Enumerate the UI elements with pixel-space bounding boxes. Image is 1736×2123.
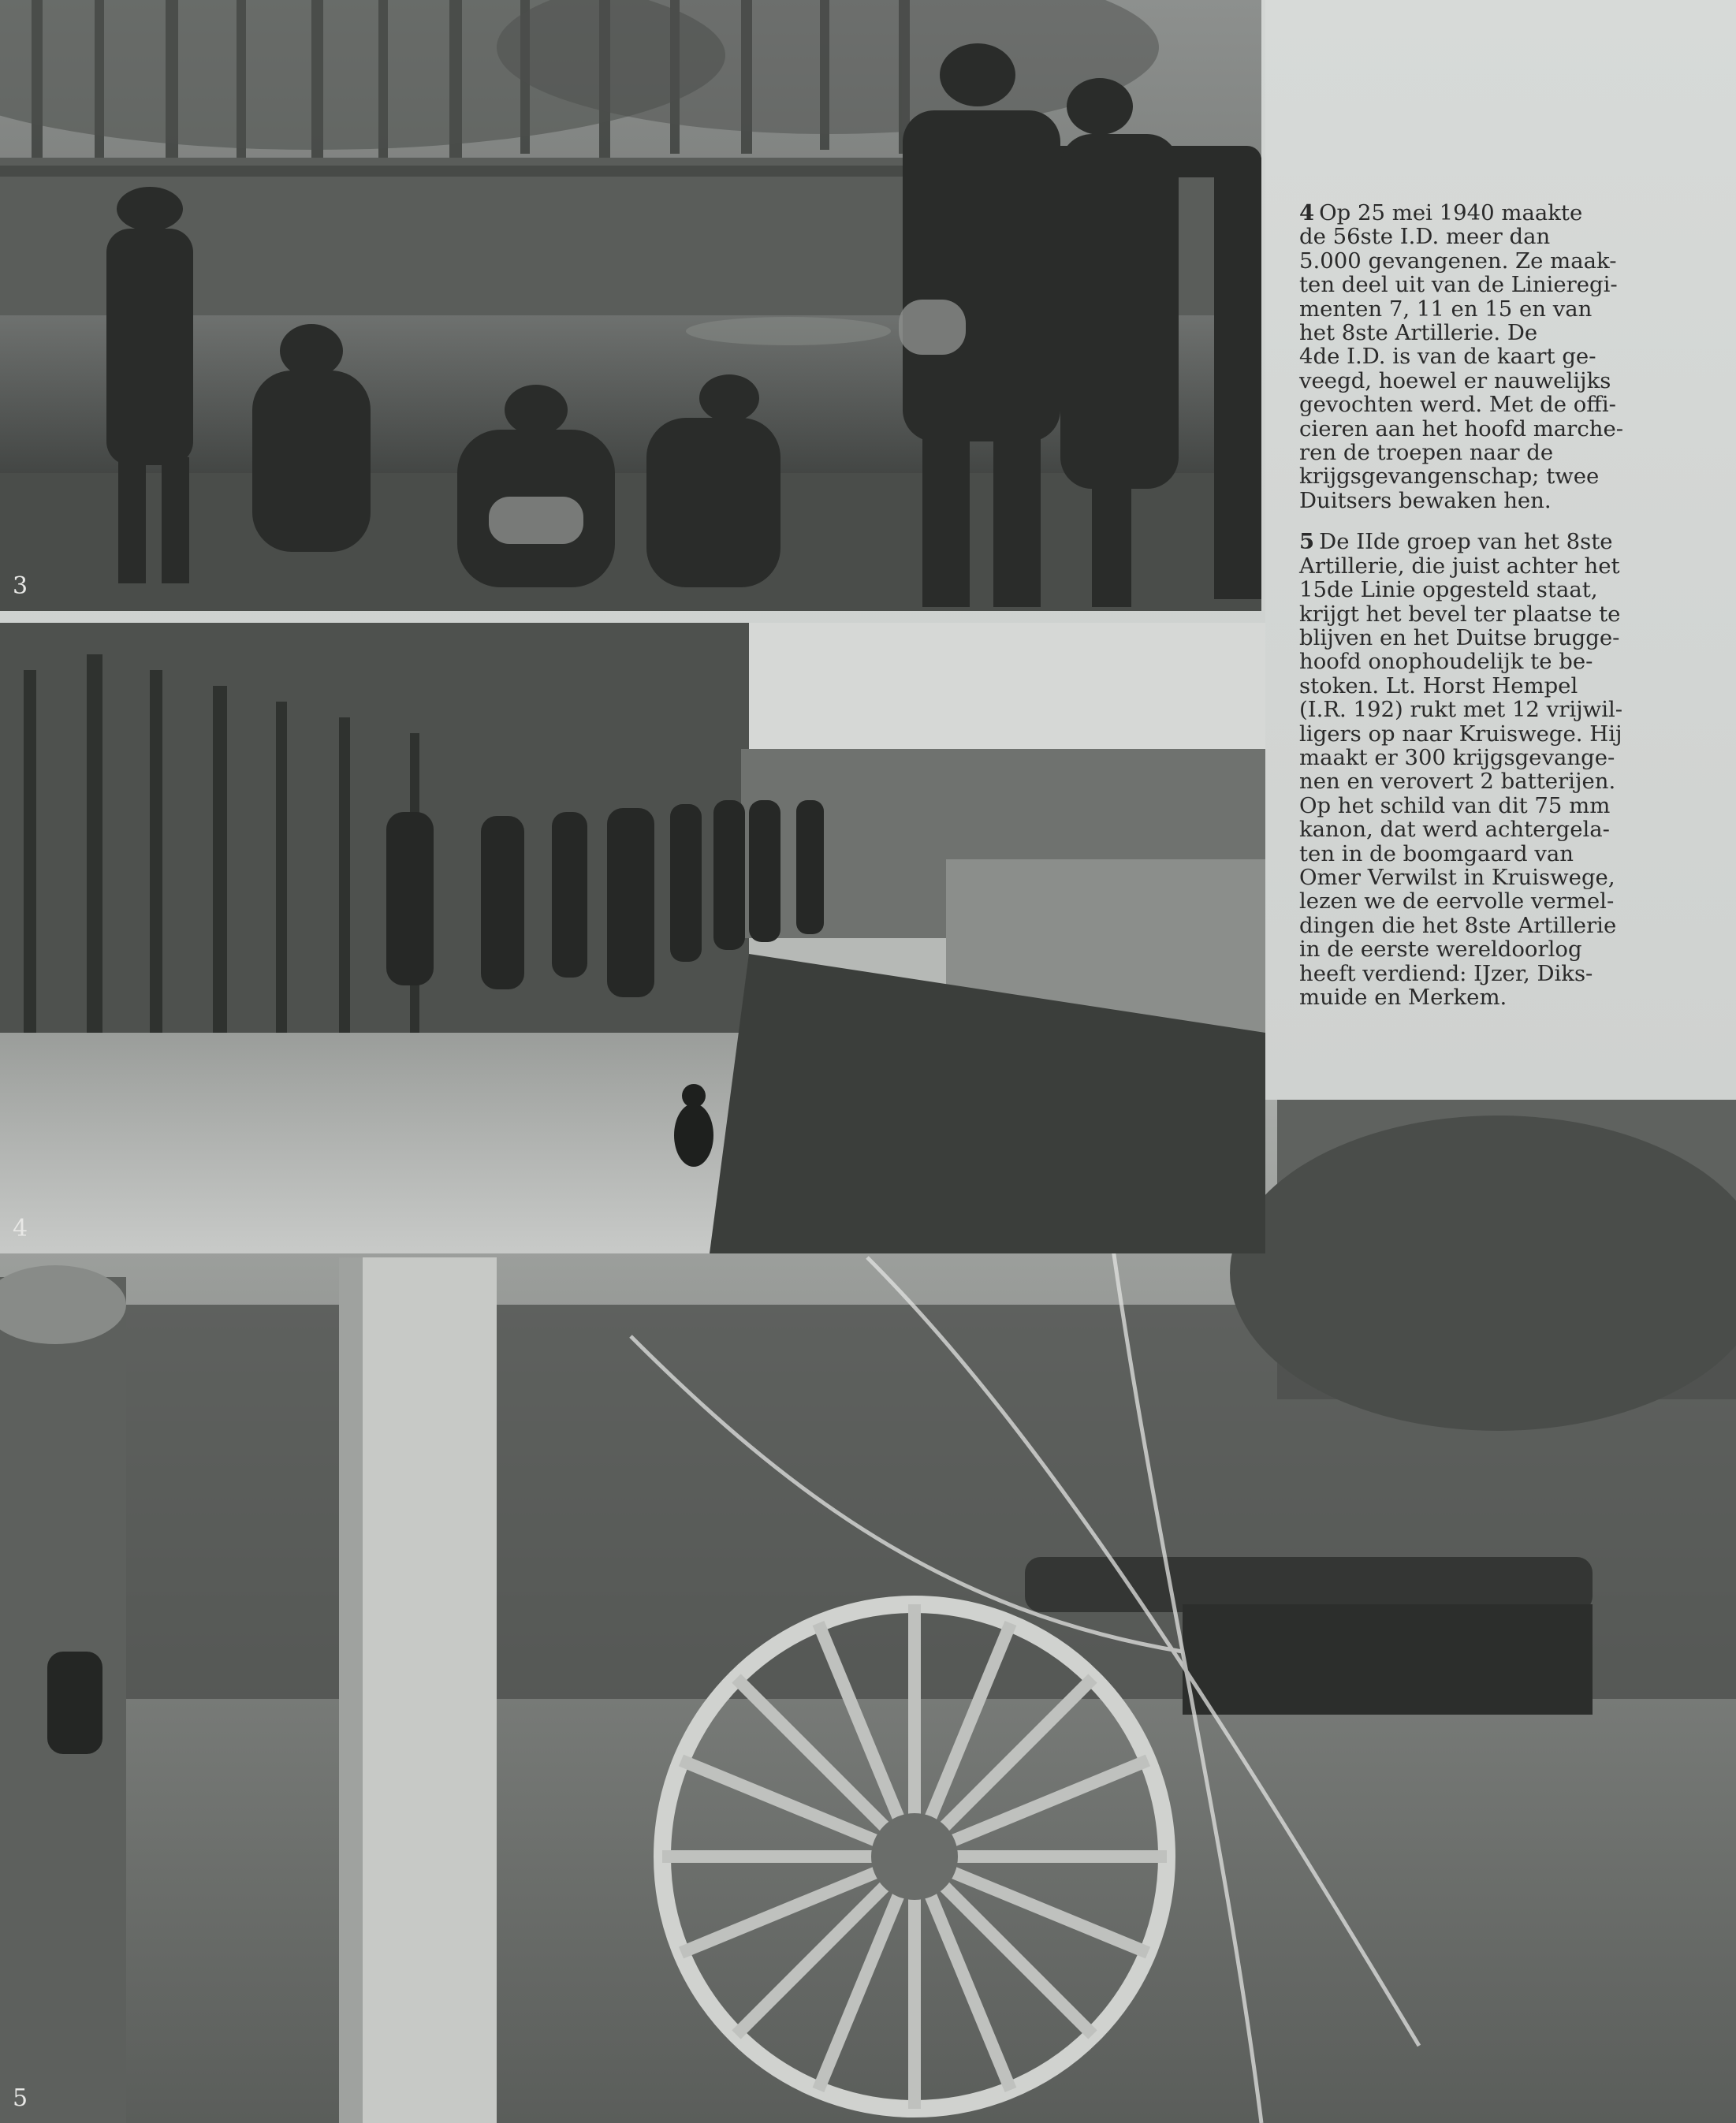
caption-4-line: ren de troepen naar de bbox=[1299, 440, 1554, 466]
caption-4-line: menten 7, 11 en 15 en van bbox=[1299, 296, 1593, 322]
caption-5-line: heeft verdiend: IJzer, Diks- bbox=[1299, 960, 1593, 986]
caption-4-line: gevochten werd. Met de offi- bbox=[1299, 392, 1616, 418]
caption-4-line: krijgsgevangenschap; twee bbox=[1299, 464, 1600, 490]
caption-column bbox=[1299, 201, 1697, 1026]
photo-number-4: 4 bbox=[13, 1215, 28, 1242]
caption-4-line: cieren aan het hoofd marche- bbox=[1299, 415, 1624, 441]
caption-5-line: kanon, dat werd achtergela- bbox=[1299, 817, 1610, 843]
caption-5-line: ten in de boomgaard van bbox=[1299, 840, 1574, 866]
caption-5-line: maakt er 300 krijgsgevange- bbox=[1299, 744, 1615, 770]
caption-5-line: (I.R. 192) rukt met 12 vrijwil- bbox=[1299, 697, 1623, 723]
caption-5-line: hoofd onophoudelijk te be- bbox=[1299, 649, 1593, 675]
caption-5-line: 15de Linie opgesteld staat, bbox=[1299, 577, 1598, 603]
caption-4-line: 4de I.D. is van de kaart ge- bbox=[1299, 344, 1596, 370]
caption-5-line: krijgt het bevel ter plaatse te bbox=[1299, 601, 1621, 627]
photo-number-3: 3 bbox=[13, 572, 28, 600]
caption-4-line: veegd, hoewel er nauwelijks bbox=[1299, 367, 1611, 393]
caption-5 bbox=[1299, 530, 1697, 1009]
photo-soldiers-by-canal-image bbox=[0, 0, 1261, 611]
caption-5-line: Artillerie, die juist achter het bbox=[1299, 553, 1620, 579]
caption-5-line: ligers op naar Kruiswege. Hij bbox=[1299, 721, 1622, 747]
caption-5-line: stoken. Lt. Horst Hempel bbox=[1299, 672, 1578, 698]
caption-4-line: 5.000 gevangenen. Ze maak- bbox=[1299, 248, 1617, 274]
caption-4-line: de 56ste I.D. meer dan bbox=[1299, 224, 1551, 250]
caption-5-line: muide en Merkem. bbox=[1299, 985, 1507, 1010]
photo-prisoners-marching bbox=[0, 623, 1265, 1253]
caption-4-line-1: 4 Op 25 mei 1940 maakte bbox=[1299, 200, 1583, 225]
caption-5-line: Op het schild van dit 75 mm bbox=[1299, 792, 1611, 818]
caption-5-line-1: 5 De IIde groep van het 8ste bbox=[1299, 529, 1613, 555]
caption-4-line: Duitsers bewaken hen. bbox=[1299, 487, 1552, 513]
caption-5-line: in de eerste wereldoorlog bbox=[1299, 937, 1582, 963]
caption-5-number: 5 bbox=[1299, 529, 1315, 555]
photo-prisoners-marching-image bbox=[0, 623, 1265, 1253]
caption-4 bbox=[1299, 201, 1697, 512]
caption-5-line: blijven en het Duitse brugge- bbox=[1299, 624, 1620, 650]
caption-4-line: ten deel uit van de Linieregi- bbox=[1299, 272, 1618, 298]
caption-5-line: Omer Verwilst in Kruiswege, bbox=[1299, 864, 1615, 890]
photo-number-5: 5 bbox=[13, 2084, 28, 2112]
caption-4-number: 4 bbox=[1299, 200, 1315, 225]
photo-soldiers-by-canal bbox=[0, 0, 1261, 611]
caption-4-line: het 8ste Artillerie. De bbox=[1299, 320, 1538, 346]
caption-5-line: dingen die het 8ste Artillerie bbox=[1299, 912, 1617, 938]
caption-5-line: lezen we de eervolle vermel- bbox=[1299, 888, 1615, 914]
caption-5-line: nen en verovert 2 batterijen. bbox=[1299, 769, 1616, 795]
